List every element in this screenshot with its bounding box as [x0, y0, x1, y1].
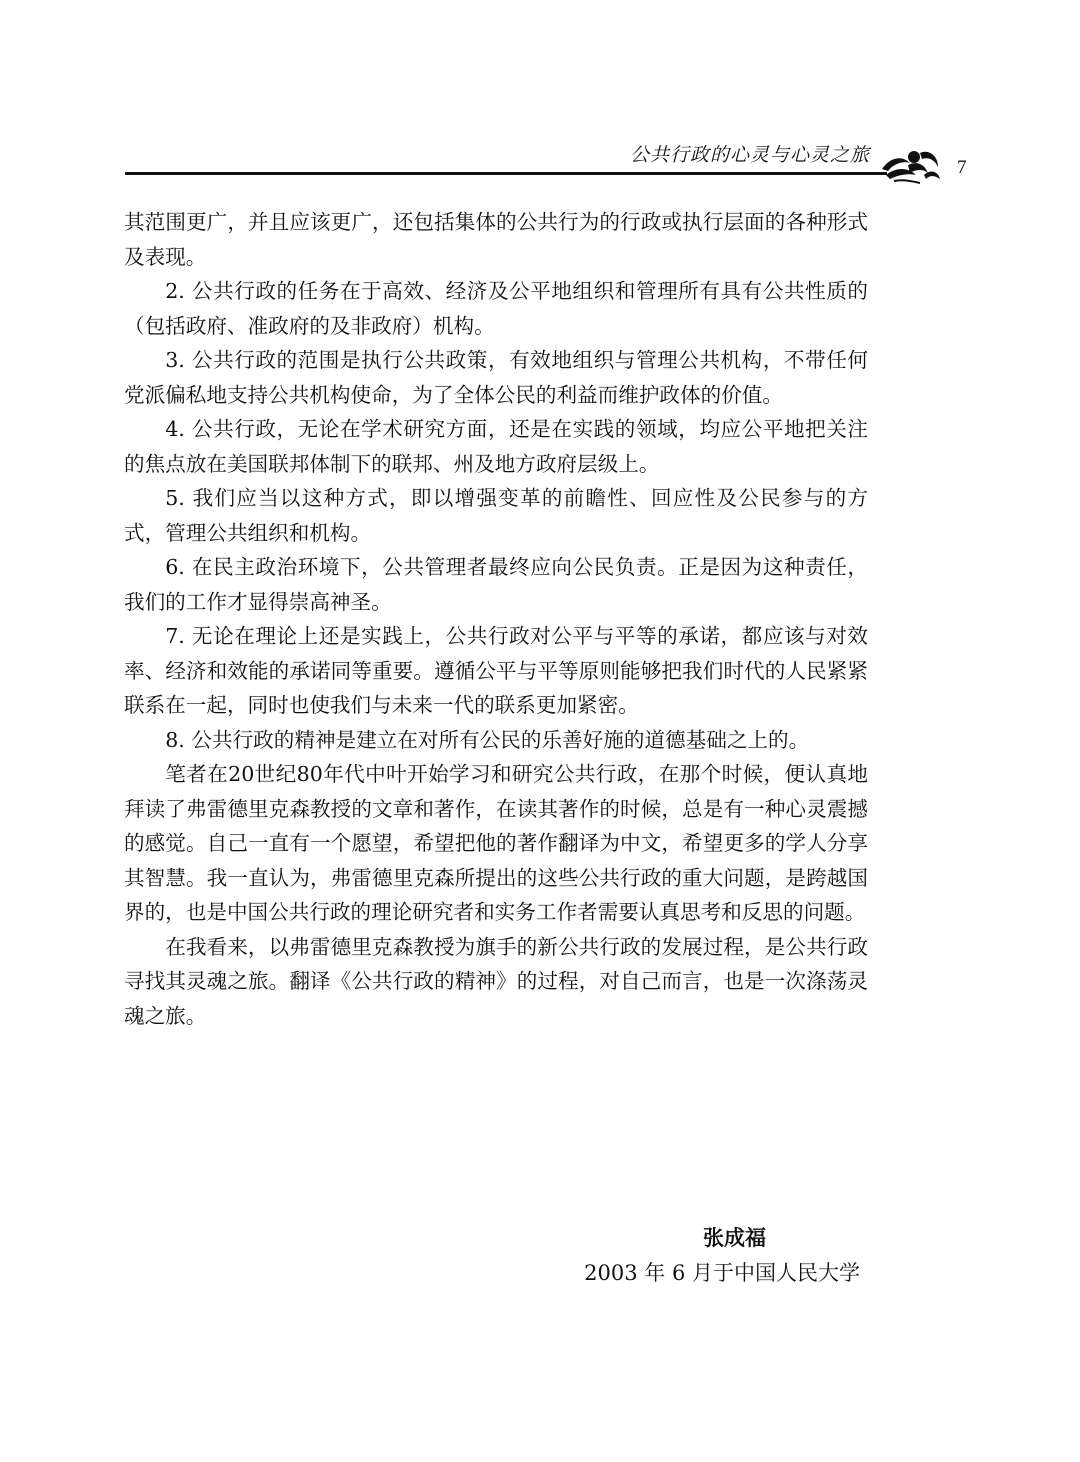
header-rule	[125, 172, 887, 175]
paragraph: 6. 在民主政治环境下，公共管理者最终应向公民负责。正是因为这种责任，我们的工作才显得崇高神圣。	[124, 555, 868, 614]
body-text	[124, 205, 868, 1033]
paragraph: 2. 公共行政的任务在于高效、经济及公平地组织和管理所有具有公共性质的（包括政府、准政府的及非政府）机构。	[124, 279, 868, 338]
paragraph: 8. 公共行政的精神是建立在对所有公民的乐善好施的道德基础之上的。	[165, 727, 810, 752]
paragraph: 笔者在20世纪80年代中叶开始学习和研究公共行政，在那个时候，便认真地拜读了弗雷德里克森教授的文章和著作，在读其著作的时候，总是有一种心灵震撼的感觉。自己一直有一个愿望，希望把他的著作翻译为中文，希望更多的学人分享其智慧。我一直认为，弗雷德里克森所提出的这些公共行政的重大问题，是跨越国界的，也是中国公共行政的理论研究者和实务工作者需要认真思考和反思的问题。	[124, 762, 868, 924]
stylized-figures-logo-icon	[880, 145, 942, 185]
page-number: 7	[957, 157, 967, 178]
paragraph: 5. 我们应当以这种方式，即以增强变革的前瞻性、回应性及公民参与的方式，管理公共组织和机构。	[124, 486, 868, 545]
paragraph: 7. 无论在理论上还是实践上，公共行政对公平与平等的承诺，都应该与对效率、经济和效能的承诺同等重要。遵循公平与平等原则能够把我们时代的人民紧紧联系在一起，同时也使我们与未来一代的联系更加紧密。	[124, 624, 868, 717]
paragraph: 其范围更广，并且应该更广，还包括集体的公共行为的行政或执行层面的各种形式及表现。	[124, 210, 868, 269]
paragraph: 4. 公共行政，无论在学术研究方面，还是在实践的领域，均应公平地把关注的焦点放在美国联邦体制下的联邦、州及地方政府层级上。	[124, 417, 868, 476]
paragraph: 在我看来，以弗雷德里克森教授为旗手的新公共行政的发展过程，是公共行政寻找其灵魂之旅。翻译《公共行政的精神》的过程，对自己而言，也是一次涤荡灵魂之旅。	[124, 934, 868, 1028]
running-header-title: 公共行政的心灵与心灵之旅	[629, 144, 870, 166]
signature-date: 2003 年 6 月于中国人民大学	[584, 1261, 860, 1285]
signature-name: 张成福	[703, 1226, 766, 1250]
paragraph: 3. 公共行政的范围是执行公共政策，有效地组织与管理公共机构，不带任何党派偏私地支持公共机构使命，为了全体公民的利益而维护政体的价值。	[124, 348, 868, 407]
